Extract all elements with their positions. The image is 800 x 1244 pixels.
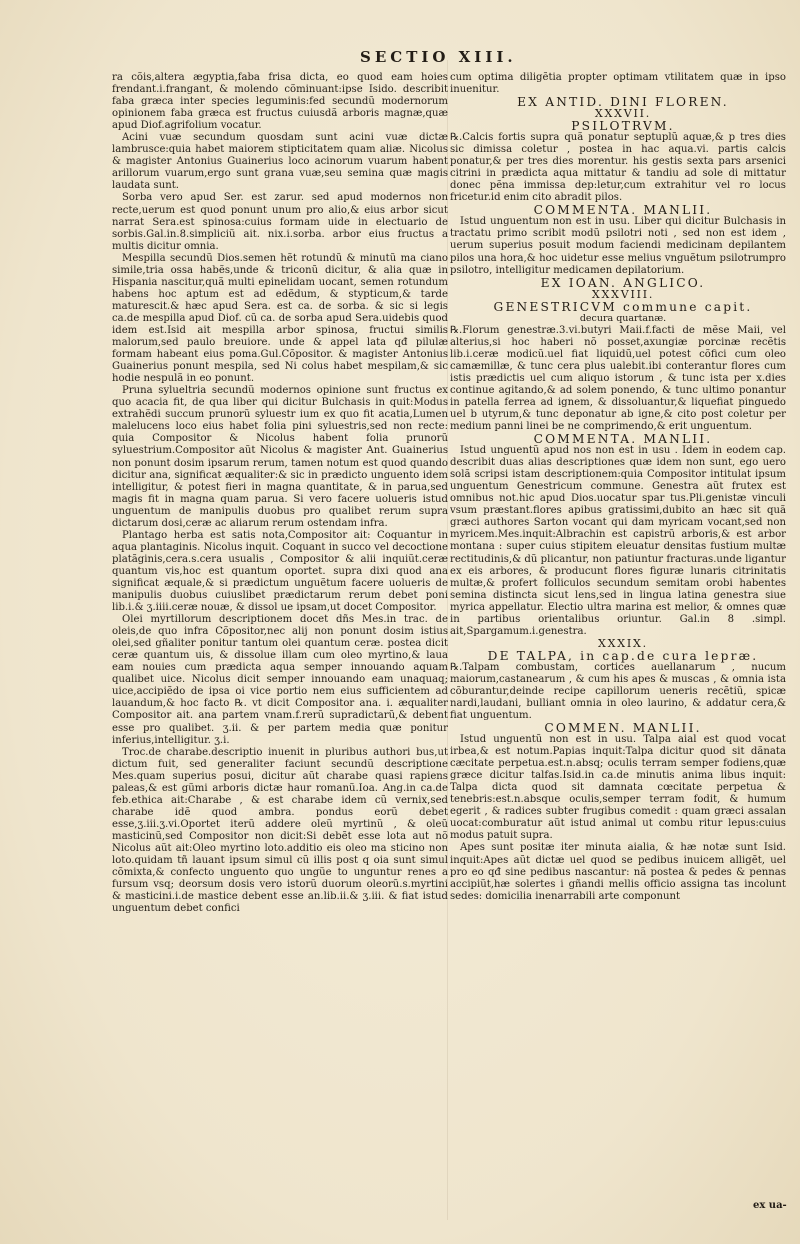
catchword: ex ua- [753, 1200, 787, 1211]
section-number: XXXIX. [598, 636, 648, 650]
recipe-text: ℞.Calcis fortis supra quã ponatur septuplũ aquæ,& p tres dies sic dimissa coletur , postea in hac aqua.vi. partis calcis ponatur,& per tres dies morentur. his gestis sexta pars arsenici citrini in prædicta aqua mittatur & tandiu ad sole di mittatur donec pẽna immissa dep:letur,cum extrahitur vel ro locus fricetur.id enim cito abradit pilos. [450, 132, 786, 204]
right-column [450, 72, 786, 1217]
recipe-note: decura quartanæ. [579, 312, 667, 324]
left-paragraph: Pruna sylueltria secundũ modernos opinione sunt fructus ex quo acacia fit, de qua liber qui dicitur Bulchasis in quit:Modus extrahẽdi succum prunorũ syluestr ium ex quo fit acatia,Lumen malelucens loco eius habet folia pini syluestris,sed non recte: quia Compositor & Nicolus habent folia prunorũ syluestrium.Compositor aũt Nicolus & magister Ant. Guainerius non ponunt dosim ipsarum rerum, tamen notum est quod quando dicitur ana, significat æqualiter:& sic in prædicto unguento idem intelligitur, & potest fieri in magna quantitate, & in parua,sed magis fit in magna quam parua. Si vero facere uolueris istud unguentum de manipulis duobus pro qualibet rerum supra dictarum dosi,ceræ ac aliarum rerum ostendam infra. [112, 385, 448, 529]
commentary-text: Istud unguentũ non est in usu. Talpa aial est quod vocat irbea,& est notum.Papias inquit:Talpa dicitur quod sit dãnata cæcitate perpetua.est.n.absq; oculis terram semper fodiens,quæ græce dicitur talfas.Isid.in ca.de minutis anima libus inquit: Talpa dicta quod sit damnata cœcitate perpetua & tenebris:est.n.absque oculis,semper terram fodit, & humum egerit , & radices subter frugibus comedit : quam græci assalan uocat:comburatur aũt istud animal ut combu ritur lepus:cuius modus patuit supra. [450, 734, 786, 842]
commentary-text: Istud unguentũ apud nos non est in usu . Idem in eodem cap. describit duas alias descriptiones quæ idem non sunt, ego uero solã scripsi istam descriptionem:quia Compositor intitulat ipsum unguentum Genestricum commune. Genestra aũt frutex est omnibus not.hic apud Dios.uocatur spar tus.Pli.genistæ vinculi vsum præstant.flores apibus gratissimi,dubito an hæc sit quã græci authores Sarton vocant qui dam myricam vocant,sed non myricem.Mes.inquit:Albrachin est capistrũ arboris,& est arbor montana : super cuius stipitem eleuatur densitas fustium multæ rectitudinis,& dũ plicantur, non patiuntur fracturas.unde ligantur ex eis arbores, & producunt flores figuræ lunaris citrinitatis multæ,& profert folliculos secundum semitam orobi habentes semina distincta sicut lens,sed in lingua latina genestra siue myrica appellatur. Electio ultra marina est melior, & omnes quæ in partibus orientalibus oriuntur. Gal.in 8 .simpl. ait,Spargamum.i.genestra. [450, 445, 786, 637]
continuation-lines: cum optima diligẽtia propter optimam vtilitatem quæ in ipso inuenitur. [450, 72, 786, 96]
section-number: XXXVIII. [591, 287, 655, 301]
section-number: XXXVII. [594, 107, 652, 121]
left-paragraph: Mespilla secundũ Dios.semen hẽt rotundũ & minutũ ma ciano simile,tria ossa habẽs,unde & triconũ dicitur, & alia quæ in Hispania nascitur,quã multi epinelidam uocant, semen rotundum habens hoc aptum est ad edẽdum, & stypticum,& tarde maturescit.& hæc apud Sera. est ca. de sorba. & sic si legis ca.de mespilla apud Diof. cũ ca. de sorba apud Sera.uidebis quod idem est.Isid ait mespilla arbor spinosa, fructui similis malorum,sed paulo breuiore. unde & appel lata qđ pilulæ formam habeant eius poma.Gul.Cõpositor. & magister Antonius Guainerius ponunt mespila, sed Ni colus habet mespilam,& sic hodie nespulã in eo ponunt. [112, 252, 448, 385]
source-heading: EX ANTID. DINI FLOREN. [517, 95, 729, 110]
running-head: SECTIO XIII. [360, 48, 517, 66]
commentary-heading: COMMENTA. MANLII. [533, 432, 713, 447]
recipe-text: ℞.Florum genestræ.3.vi.butyri Maii.f.facti de mẽse Maii, vel alterius,si hoc haberi nõ posset,axungiæ porcinæ recẽtis lib.i.ceræ modicũ.uel fiat liquidũ,uel potest cõfici cum oleo camæmillæ, & tunc cera plus ualebit.ibi conterantur flores cum istis prædictis uel cum aliquo istorum , & tunc ista per x.dies continue agitando,& ad solem ponendo, & tunc ultimo ponantur in patella ferrea ad ignem, & dissoluantur,& liquefiat pinguedo uel b utyrum,& tunc deponatur ab igne,& cito post coletur per medium panni linei be ne comprimendo,& erit unguentum. [450, 324, 786, 433]
left-paragraph: ra cõis,altera ægyptia,faba frisa dicta, eo quod eam hoies frendant.i.frangant, & molendo cõminuant:ipse Isido. describit faba græca inter species leguminis:fed secundũ modernorum opinionem faba græca est fructus cuiusdã arboris magnæ,quæ apud Diof.agrifolium vocatur. [112, 72, 448, 132]
recipe-title: DE TALPA, in cap.de cura lepræ. [487, 648, 759, 663]
recipe-text: ℞.Talpam combustam, cortices auellanarum , nucum maiorum,castanearum , & cum his apes & muscas , & omnia ista cõburantur,deinde recipe capillorum ueneris recẽtiũ, spicæ nardi,laudani, bulliant omnia in oleo laurino, & addatur cera,& fiat unguentum. [450, 661, 786, 722]
left-paragraph: Olei myrtillorum descriptionem docet dñs Mes.in trac. de oleis,de quo infra Cõpositor,nec alij non ponunt dosim istius olei,sed gñaliter ponitur tantum olei quantum ceræ. postea dicit ceræ quantum uis, & dissolue illam cum oleo myrtino,& laua eam nouies cum prædicta aqua semper innouando aquam qualibet uice. Nicolus dicit semper innouando eam unaquaq; uice,accipiẽdo de ipsa oi vice portio nem eius sufficientem ad lauandum,& hoc facto ℞. vt dicit Compositor ana. i. æqualiter Compositor ait. ana partem vnam.f.rerũ supradictarũ,& debent esse pro qualibet. ʒ.ii. & per partem media quæ ponitur inferius,intelligitur. ʒ.i. [112, 614, 448, 746]
source-heading: EX IOAN. ANGLICO. [540, 275, 706, 290]
recipe-title: GENESTRICVM commune capit. [493, 299, 753, 314]
left-paragraph: Troc.de charabe.descriptio inuenit in pluribus authori bus,ut dictum fuit, sed generaliter faciunt secundũ descriptione Mes.quam superius posui, dicitur aũt charabe quasi rapiens paleas,& est gũmi arboris dictæ haur romanũ.Ioa. Ang.in ca.de feb.ethica ait:Charabe , & est charabe idem cũ vernix,sed charabe idẽ quod ambra. pondus eorũ debet esse,ʒ.iii.ʒ.vi.Oportet iterũ addere oleũ myrtinũ , & oleũ masticinũ,sed Compositor non dicit:Si debẽt esse lota aut nõ Nicolus aũt ait:Oleo myrtino loto.additio eis oleo ma sticino non loto.quidam tñ lauant ipsum simul cũ illis post q oia sunt simul cõmixta,& confecto unguento quo ungũe to unguntur renes a fursum vsq; deorsum dosis vero istorũ duorum oleorũ.s.myrtini & masticini.i.de mastice debent esse an.lib.ii.& ʒ.iii. & fiat istud unguentum debet confici [112, 746, 448, 915]
recipe-title: PSILOTRVM. [571, 119, 675, 134]
left-paragraph: Sorba vero apud Ser. est zarur. sed apud modernos non recte,uerum est quod ponunt unum pro alio,& eius arbor sicut narrat Sera.est spinosa:cuius formam uide in electuario de sorbis.Gal.in.8.simpliciũ ait. nix.i.sorba. arbor eius fructus a multis dicitur omnia. [112, 192, 448, 252]
commentary-text: Istud unguentum non est in usu. Liber qui dicitur Bulchasis in tractatu primo scribit modũ psilotri noti , sed non est idem , uerum superius posuit modum faciendi medicinam depilantem pilos una hora,& hoc uidetur esse melius vnguẽtum psilotrumpro psilotro, intelligitur medicamen depilatorium. [450, 216, 786, 276]
commentary-heading: COMMENTA. MANLII. [533, 203, 713, 218]
left-paragraph: Acini vuæ secundum quosdam sunt acini vuæ dictæ lambrusce:quia habet maiorem stipticitatem quam aliæ. Nicolus & magister Antonius Guainerius loco acinorum vuarum habent arillorum vuarum,ergo sunt grana vuæ,seu semina quæ magis laudata sunt. [112, 132, 448, 192]
commentary-text-continued: Apes sunt positæ iter minuta aialia, & hæ notæ sunt Isid. inquit:Apes aũt dictæ uel quod se pedibus inuicem alligẽt, uel pro eo qđ sine pedibus nascantur: nã postea & pedes & pennas accipiũt,hæ solertes i gñandi mellis officio assigna tas incolunt sedes: domicilia inenarrabili arte componunt [450, 842, 786, 902]
left-column [112, 72, 448, 1212]
commentary-heading: COMMEN. MANLII. [544, 721, 702, 736]
left-paragraph: Plantago herba est satis nota,Compositor ait: Coquantur in aqua plantaginis. Nicolus inquit. Coquant in succo vel decoctione platãginis,cera.s.cera usualis , Compositor & alii inquiũt.ceræ quantum vis,hoc est quantum oportet. supra dixi quod ana significat æquale,& si prædictum unguẽtum facere uolueris de manipulis duobus cuiuslibet prædictarum rerum debet poni lib.i.& ʒ.iiii.ceræ nouæ, & dissol ue ipsam,ut docet Compositor. [112, 529, 448, 614]
